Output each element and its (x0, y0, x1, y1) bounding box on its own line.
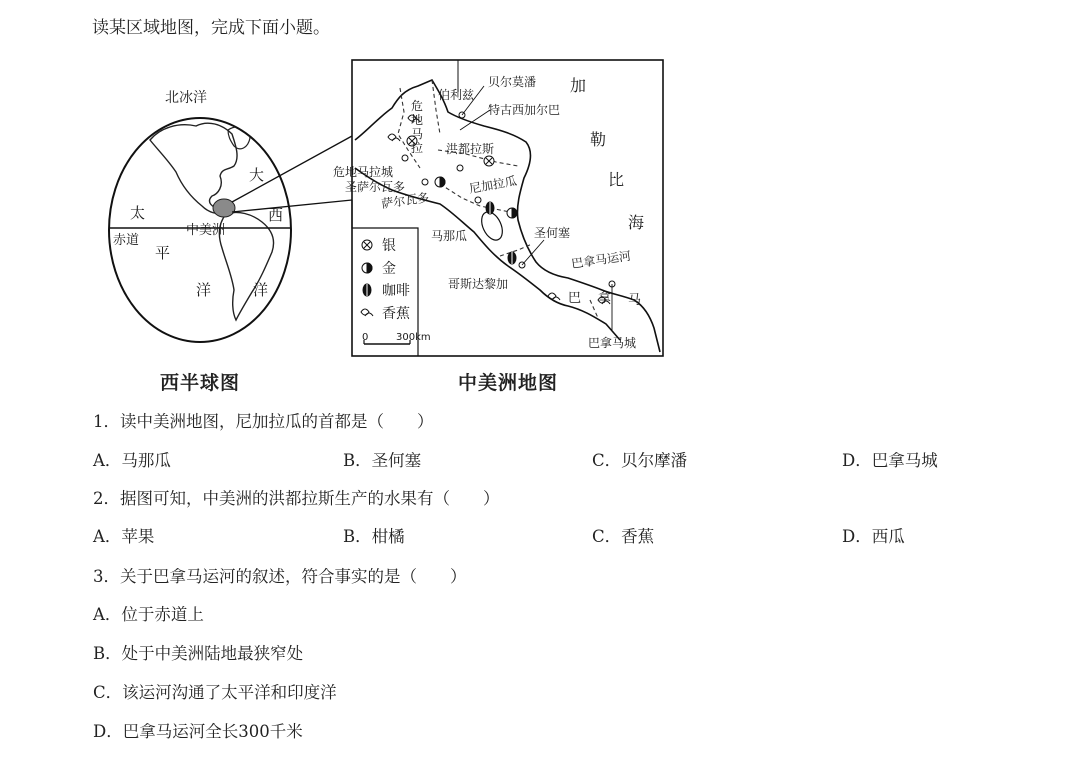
legend-coffee: 咖啡 (382, 283, 410, 299)
label-panama-2: 拿 (598, 291, 612, 306)
label-panama-3: 马 (628, 293, 642, 308)
question-2-option-b[interactable]: B．柑橘 (343, 527, 405, 546)
label-nicaragua: 尼加拉瓜 (468, 173, 518, 196)
question-1-stem: 1．读中美洲地图，尼加拉瓜的首都是（ ） (93, 412, 434, 431)
question-3-option-b[interactable]: B．处于中美洲陆地最狭窄处 (93, 644, 304, 663)
label-caribbean-2: 勒 (590, 130, 607, 149)
question-3-stem: 3．关于巴拿马运河的叙述，符合事实的是（ ） (93, 567, 467, 586)
label-san-jose: 圣何塞 (534, 226, 571, 240)
caption-central-america: 中美洲地图 (458, 372, 559, 394)
question-1-option-c[interactable]: C．贝尔摩潘 (592, 451, 688, 470)
label-atlantic-2: 西 (268, 206, 284, 224)
label-guatemala-2: 地 (411, 113, 424, 127)
scale-distance: 300km (396, 332, 431, 343)
question-1-option-d[interactable]: D．巴拿马城 (842, 451, 938, 470)
question-3-option-c[interactable]: C．该运河沟通了太平洋和印度洋 (93, 683, 337, 702)
question-2-option-c[interactable]: C．香蕉 (592, 527, 655, 546)
label-costa-rica: 哥斯达黎加 (448, 277, 509, 291)
label-belize: 伯利兹 (438, 88, 475, 102)
question-2-option-d[interactable]: D．西瓜 (842, 527, 905, 546)
question-2-stem: 2．据图可知，中美洲的洪都拉斯生产的水果有（ ） (93, 489, 500, 508)
label-pacific-2: 平 (155, 244, 171, 262)
central-america-map (333, 60, 663, 356)
caption-western-hemisphere: 西半球图 (160, 372, 241, 394)
label-managua: 马那瓜 (431, 229, 468, 243)
label-atlantic-1: 大 (249, 166, 265, 184)
label-caribbean-3: 比 (608, 170, 625, 189)
label-san-salvador: 圣萨尔瓦多 (345, 180, 406, 194)
western-hemisphere-map (105, 90, 352, 342)
label-central-america: 中美洲 (186, 223, 226, 238)
question-3-option-d[interactable]: D．巴拿马运河全长300千米 (93, 722, 303, 741)
label-guatemala-city: 危地马拉城 (333, 165, 394, 179)
legend-banana: 香蕉 (382, 306, 410, 322)
label-guatemala-3: 马 (411, 127, 424, 141)
label-equator: 赤道 (113, 233, 140, 248)
label-atlantic-3: 洋 (253, 281, 269, 299)
label-panama-1: 巴 (568, 291, 582, 306)
label-panama-canal: 巴拿马运河 (570, 248, 632, 271)
central-america-highlight (213, 199, 235, 217)
scale-zero: 0 (362, 332, 369, 343)
label-caribbean-1: 加 (570, 76, 587, 95)
label-caribbean-4: 海 (628, 213, 645, 232)
label-belmopan: 贝尔莫潘 (488, 75, 537, 89)
legend-silver: 银 (382, 238, 396, 254)
question-1-option-a[interactable]: A．马那瓜 (93, 451, 171, 470)
label-honduras: 洪都拉斯 (446, 142, 495, 156)
question-1-option-b[interactable]: B．圣何塞 (343, 451, 422, 470)
label-panama-city: 巴拿马城 (588, 336, 637, 350)
legend-gold: 金 (382, 261, 396, 277)
question-2-option-a[interactable]: A．苹果 (93, 527, 155, 546)
label-tegucigalpa: 特古西加尔巴 (488, 103, 561, 117)
label-arctic-ocean: 北冰洋 (165, 90, 207, 106)
label-el-salvador: 萨尔瓦多 (380, 190, 430, 211)
intro-text: 读某区域地图，完成下面小题。 (92, 18, 330, 38)
label-pacific-3: 洋 (196, 281, 212, 299)
question-3-option-a[interactable]: A．位于赤道上 (93, 605, 204, 624)
label-guatemala-4: 拉 (411, 141, 424, 155)
label-guatemala-1: 危 (411, 99, 424, 113)
label-pacific-1: 太 (130, 204, 146, 222)
